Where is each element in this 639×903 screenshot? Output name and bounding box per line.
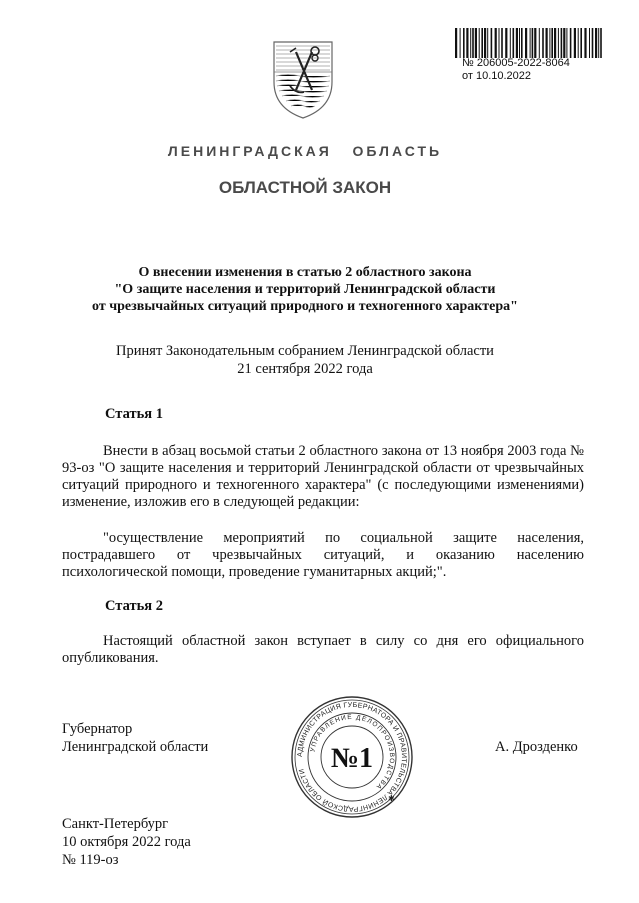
article-1-quote (62, 530, 584, 581)
article-2-body: Настоящий областной закон вступает в силу со дня его официального опубликования. (62, 633, 584, 666)
law-title-line: от чрезвычайных ситуаций природного и техногенного характера" (92, 299, 518, 314)
coat-of-arms-icon (268, 38, 338, 120)
svg-text:✱: ✱ (388, 794, 395, 803)
stamp-center-text: №1 (330, 743, 374, 774)
adoption-body: Принят Законодательным собранием Ленинградской области (116, 343, 494, 359)
adoption-info (40, 342, 570, 378)
signatory-name: А. Дрозденко (495, 739, 578, 755)
signatory-position-line: Ленинградской области (62, 739, 209, 755)
signatory-position (62, 720, 208, 756)
adoption-date: 21 сентября 2022 года (237, 361, 373, 377)
article-1-quote-body: "осуществление мероприятий по социальной защите населения, пострадавшего от чрезвычайных ситуаций, и оказанию населению психологической помощи, проведение гуманитарных акций;". (62, 530, 584, 580)
law-title-line: "О защите населения и территорий Ленинградской области (114, 282, 496, 297)
registration-info (462, 57, 570, 83)
stamp-outer-text: АДМИНИСТРАЦИЯ ГУБЕРНАТОРА И ПРАВИТЕЛЬСТВА ЛЕНИНГРАДСКОЙ ОБЛАСТИ (296, 701, 408, 813)
law-number: № 119-оз (62, 852, 119, 868)
article-2-text (62, 633, 584, 667)
law-title (40, 264, 570, 315)
article-2-heading: Статья 2 (105, 598, 163, 614)
article-1-body: Внести в абзац восьмой статьи 2 областного закона от 13 ноября 2003 года № 93-оз "О защите населения и территорий Ленинградской области от чрезвычайных ситуаций природного и техногенного характера" (с последующими изменениями) изменение, изложив его в следующей редакции: (62, 443, 584, 510)
signing-date: 10 октября 2022 года (62, 834, 191, 850)
article-1-text (62, 443, 584, 511)
barcode-image (455, 28, 605, 58)
article-1-heading: Статья 1 (105, 406, 163, 422)
stamp-inner-text: УПРАВЛЕНИЕ ДЕЛОПРОИЗВОДСТВА (309, 713, 396, 791)
region-name: ЛЕНИНГРАДСКАЯ ОБЛАСТЬ (167, 143, 443, 159)
signing-city: Санкт-Петербург (62, 816, 169, 832)
law-title-line: О внесении изменения в статью 2 областного закона (138, 265, 472, 280)
document-type: ОБЛАСТНОЙ ЗАКОН (218, 178, 392, 197)
signatory-position-line: Губернатор (62, 721, 133, 737)
official-stamp-icon (288, 693, 416, 821)
registration-date: от 10.10.2022 (462, 70, 532, 82)
footer-block (62, 815, 191, 869)
registration-number: № 206005-2022-8064 (462, 57, 570, 69)
